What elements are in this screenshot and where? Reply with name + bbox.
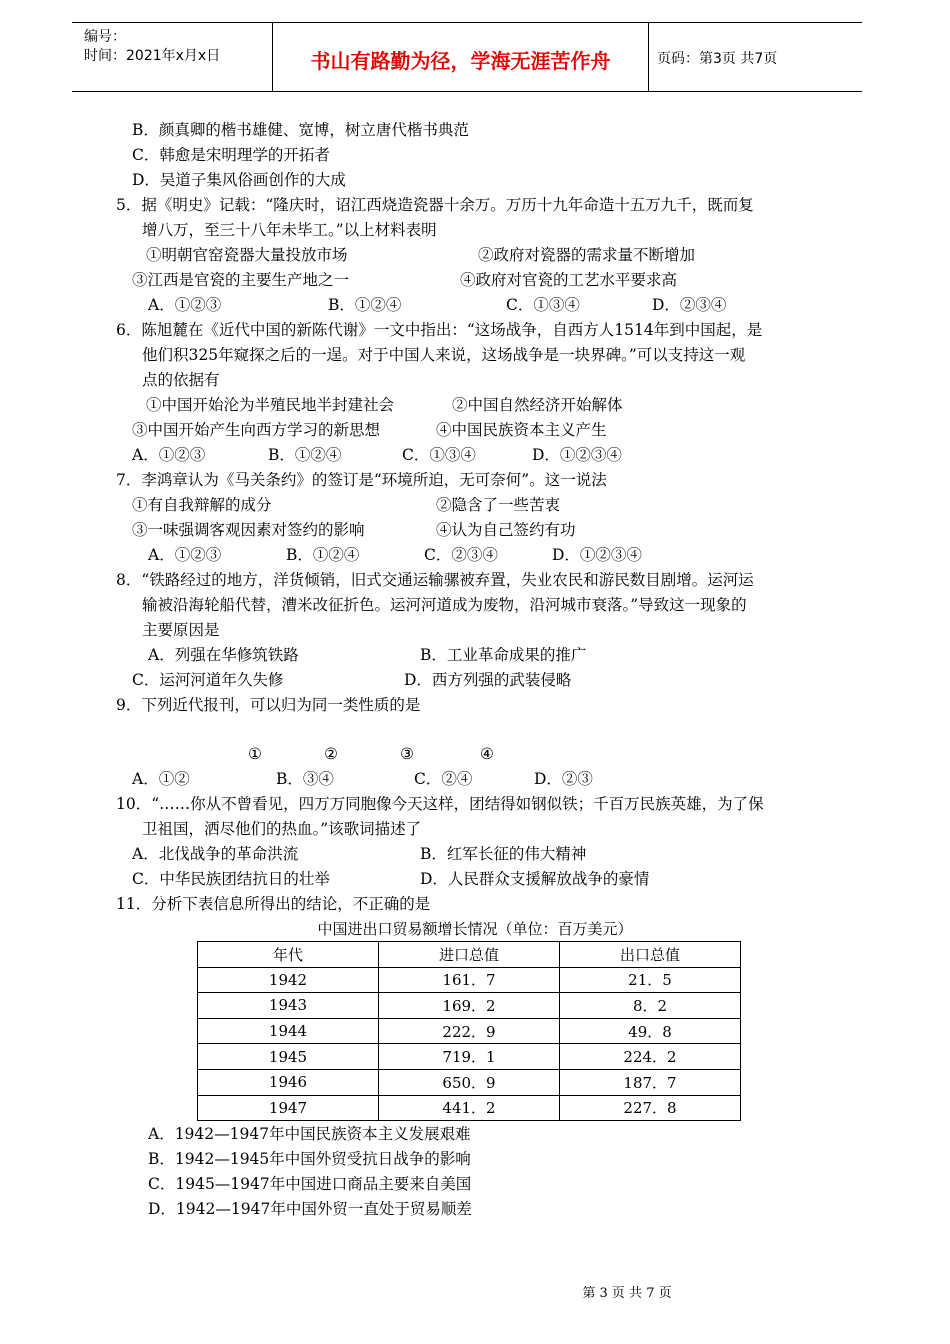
q5-item-3: ③江西是官瓷的主要生产地之一: [132, 271, 350, 289]
cell-export: 227．8: [560, 1095, 741, 1121]
q6-stem-cont: 他们积325年窥探之后的一逞。对于中国人来说，这场战争是一块界碑。”可以支持这一观: [142, 346, 746, 364]
cell-export: 49．8: [560, 1018, 741, 1044]
cell-export: 187．7: [560, 1069, 741, 1095]
cell-year: 1943: [198, 993, 379, 1019]
q5-option-d: D．②③④: [652, 296, 727, 314]
q11-option-b: B．1942—1945年中国外贸受抗日战争的影响: [148, 1150, 471, 1168]
cell-import: 441．2: [379, 1095, 560, 1121]
q9-item-1: ①: [248, 745, 262, 763]
q11-option-d: D．1942—1947年中国外贸一直处于贸易顺差: [148, 1200, 472, 1218]
q4-option-d: D．吴道子集风俗画创作的大成: [132, 171, 346, 189]
cell-import: 169．2: [379, 993, 560, 1019]
q7-item-3: ③一味强调客观因素对签约的影响: [132, 521, 365, 539]
q10-option-d: D．人民群众支援解放战争的豪情: [420, 870, 650, 888]
q9-item-4: ④: [480, 745, 494, 763]
q7-option-a: A．①②③: [148, 546, 222, 564]
q6-item-4: ④中国民族资本主义产生: [436, 421, 607, 439]
q10-option-c: C．中华民族团结抗日的壮举: [132, 870, 330, 888]
table-header-row: [198, 942, 741, 968]
q9-stem: 9．下列近代报刊，可以归为同一类性质的是: [116, 696, 421, 714]
cell-year: 1947: [198, 1095, 379, 1121]
header-import: 进口总值: [379, 942, 560, 968]
q8-stem: 8．“铁路经过的地方，洋货倾销，旧式交通运输骡被弃置，失业农民和游民数目剧增。运河运: [116, 571, 754, 589]
cell-export: 21．5: [560, 967, 741, 993]
q5-option-b: B．①②④: [328, 296, 402, 314]
cell-year: 1942: [198, 967, 379, 993]
q9-option-a: A．①②: [132, 770, 190, 788]
q9-option-d: D．②③: [534, 770, 593, 788]
cell-year: 1946: [198, 1069, 379, 1095]
q9-item-3: ③: [400, 745, 414, 763]
q4-option-c: C．韩愈是宋明理学的开拓者: [132, 146, 330, 164]
table-row: [198, 1018, 741, 1044]
cell-year: 1945: [198, 1044, 379, 1070]
q7-item-4: ④认为自己签约有功: [436, 521, 576, 539]
q10-option-a: A．北伐战争的革命洪流: [132, 845, 299, 863]
q6-option-d: D．①②③④: [532, 446, 622, 464]
table-row: [198, 967, 741, 993]
header-center-cell: [273, 23, 649, 91]
table-row: [198, 1044, 741, 1070]
q8-option-d: D．西方列强的武装侵略: [404, 671, 572, 689]
q11-stem: 11．分析下表信息所得出的结论，不正确的是: [116, 895, 431, 913]
q4-option-b: B．颜真卿的楷书雄健、宽博，树立唐代楷书典范: [132, 121, 469, 139]
q5-option-c: C．①③④: [506, 296, 580, 314]
q11-option-c: C．1945—1947年中国进口商品主要来自美国: [148, 1175, 472, 1193]
cell-import: 719．1: [379, 1044, 560, 1070]
q6-stem: 6．陈旭麓在《近代中国的新陈代谢》一文中指出：“这场战争，自西方人1514年到中国起，是: [116, 321, 763, 339]
q8-option-c: C．运河河道年久失修: [132, 671, 284, 689]
q7-item-2: ②隐含了一些苦衷: [436, 496, 561, 514]
q8-stem-cont: 输被沿海轮船代替，漕米改征折色。运河河道成为废物，沿河城市衰落。”导致这一现象的: [142, 596, 747, 614]
q7-option-c: C．②③④: [424, 546, 498, 564]
header-left-cell: [72, 23, 273, 91]
q11-option-a: A．1942—1947年中国民族资本主义发展艰难: [148, 1125, 471, 1143]
q10-stem-cont: 卫祖国，洒尽他们的热血。”该歌词描述了: [142, 820, 422, 838]
cell-year: 1944: [198, 1018, 379, 1044]
cell-import: 222．9: [379, 1018, 560, 1044]
q9-option-b: B．③④: [276, 770, 334, 788]
header-year: 年代: [198, 942, 379, 968]
q6-option-a: A．①②③: [132, 446, 206, 464]
q10-stem: 10．“……你从不曾看见，四万万同胞像今天这样，团结得如钢似铁；千百万民族英雄，为了保: [116, 795, 764, 813]
q8-stem-cont-2: 主要原因是: [142, 621, 220, 639]
q6-item-1: ①中国开始沦为半殖民地半封建社会: [146, 396, 395, 414]
q8-option-a: A．列强在华修筑铁路: [148, 646, 299, 664]
page-footer: 第 3 页 共 7 页: [582, 1286, 672, 1301]
q5-option-a: A．①②③: [148, 296, 222, 314]
cell-import: 161．7: [379, 967, 560, 993]
q10-option-b: B．红军长征的伟大精神: [420, 845, 587, 863]
q6-stem-cont-2: 点的依据有: [142, 371, 220, 389]
table-row: [198, 993, 741, 1019]
table-caption: 中国进出口贸易额增长情况（单位：百万美元）: [317, 920, 633, 938]
page-label: 页码：第3页 共7页: [657, 51, 778, 67]
q9-option-c: C．②④: [414, 770, 473, 788]
q5-stem: 5．据《明史》记载：“隆庆时，诏江西烧造瓷器十余万。万历十九年命造十五万九千，既而复: [116, 196, 754, 214]
q5-item-4: ④政府对官瓷的工艺水平要求高: [460, 271, 678, 289]
number-label: 编号：: [84, 29, 126, 45]
time-label: 时间：2021年x月x日: [84, 48, 221, 64]
q8-option-b: B．工业革命成果的推广: [420, 646, 587, 664]
q5-item-2: ②政府对瓷器的需求量不断增加: [478, 246, 696, 264]
q6-option-b: B．①②④: [268, 446, 342, 464]
cell-import: 650．9: [379, 1069, 560, 1095]
q7-option-b: B．①②④: [286, 546, 360, 564]
motto: 书山有路勤为径，学海无涯苦作舟: [310, 49, 611, 73]
q7-stem: 7．李鸿章认为《马关条约》的签订是“环境所迫，无可奈何”。这一说法: [116, 471, 607, 489]
q6-item-3: ③中国开始产生向西方学习的新思想: [132, 421, 381, 439]
page-header: [72, 22, 862, 92]
table-row: [198, 1069, 741, 1095]
q6-option-c: C．①③④: [402, 446, 476, 464]
q6-item-2: ②中国自然经济开始解体: [452, 396, 623, 414]
q5-stem-cont: 增八万，至三十八年未毕工。”以上材料表明: [142, 221, 437, 239]
q7-item-1: ①有自我辩解的成分: [132, 496, 272, 514]
q7-option-d: D．①②③④: [552, 546, 642, 564]
q5-item-1: ①明朝官窑瓷器大量投放市场: [146, 246, 348, 264]
header-export: 出口总值: [560, 942, 741, 968]
header-right-cell: [649, 23, 862, 91]
q9-item-2: ②: [324, 745, 338, 763]
cell-export: 224．2: [560, 1044, 741, 1070]
cell-export: 8．2: [560, 993, 741, 1019]
trade-table: [197, 941, 741, 1121]
table-row: [198, 1095, 741, 1121]
